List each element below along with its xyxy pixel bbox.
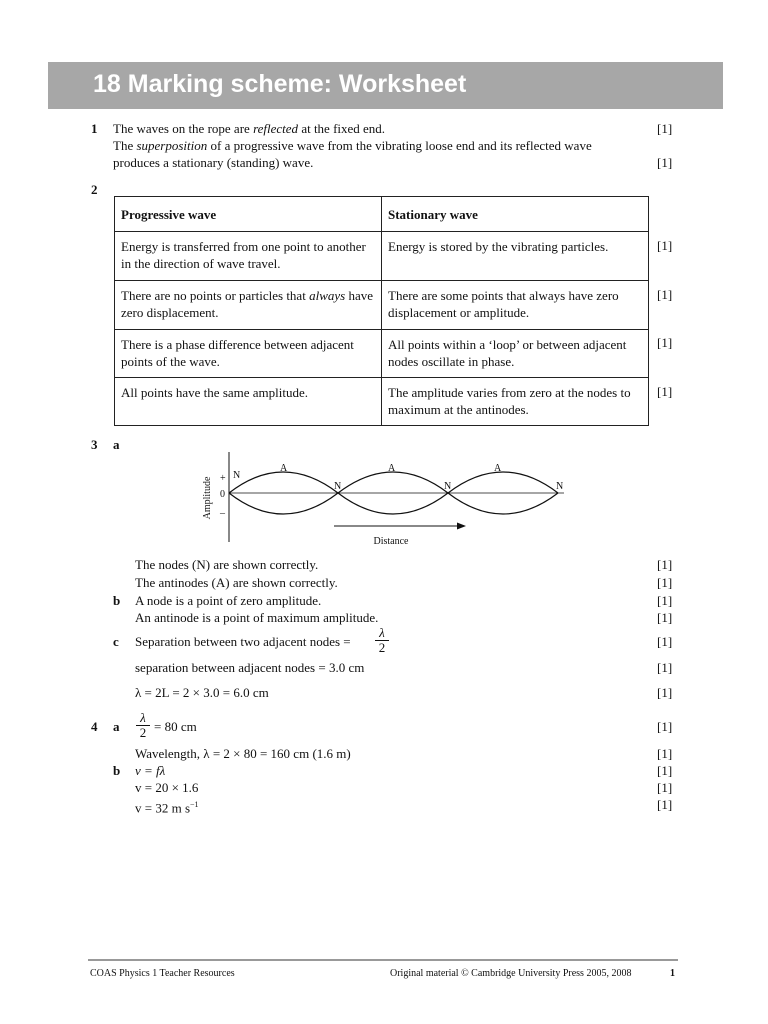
q2-mark: [1] [657,287,673,302]
q3-mark: [1] [657,610,673,625]
table-header-stationary: Stationary wave [382,197,649,232]
q4-mark: [1] [657,780,673,795]
page-title: 18 Marking scheme: Worksheet [93,70,467,98]
lambda-over-two-fraction: $\frac{\lambda}{2}$ [136,711,150,740]
footer-copyright: Original material © Cambridge University Press 2005, 2008 [390,968,632,979]
antinode-label: A [388,463,396,474]
q4-part-a: a [113,719,120,734]
comparison-table [114,196,649,426]
q3-mark: [1] [657,575,673,590]
question-2-number: 2 [91,182,98,197]
question-1-number: 1 [91,121,98,136]
distance-axis-label: Distance [373,536,409,547]
q3-mark: [1] [657,557,673,572]
q3-line: The antinodes (A) are shown correctly. [135,575,338,590]
q3-part-b: b [113,593,121,608]
node-label: N [556,481,564,492]
q4-mark: [1] [657,797,673,812]
header-banner [48,62,723,109]
footer-divider [88,959,678,961]
q3-c-line-2: separation between adjacent nodes = 3.0 cm [135,660,365,675]
q3-mark: [1] [657,593,673,608]
table-header-row [115,197,649,232]
node-label: N [444,481,452,492]
table-cell: All points within a ‘loop’ or between adjacent nodes oscillate in phase. [382,330,649,378]
q4-part-b: b [113,763,121,778]
q1-line-1: The waves on the rope are reflected at the fixed end. [113,121,386,136]
q2-mark: [1] [657,335,673,350]
table-cell: There is a phase difference between adjacent points of the wave. [115,330,382,378]
lambda-over-two-fraction: $\frac{\lambda}{2}$ [375,626,389,655]
q3-c-line-3: λ = 2L = 2 × 3.0 = 6.0 cm [135,685,269,700]
question-4-number: 4 [91,719,98,734]
minus-label: – [220,508,225,519]
q4-mark: [1] [657,719,673,734]
antinode-label: A [280,463,288,474]
q4-a-line-2: Wavelength, λ = 2 × 80 = 160 cm (1.6 m) [135,746,351,761]
q3-part-a: a [113,437,120,452]
table-cell: There are some points that always have zero displacement or amplitude. [382,281,649,330]
page-number: 1 [670,968,675,979]
node-label: N [233,470,241,481]
table-row [115,378,649,426]
question-3-number: 3 [91,437,98,452]
q1-mark-1: [1] [657,121,673,136]
antinode-label: A [494,463,502,474]
q3-mark: [1] [657,634,673,649]
footer-left-text: COAS Physics 1 Teacher Resources [90,968,235,979]
q4-b-line: v = fλ [135,763,166,778]
q4-mark: [1] [657,746,673,761]
table-cell: The amplitude varies from zero at the nodes to maximum at the antinodes. [382,378,649,426]
q3-mark: [1] [657,685,673,700]
q1-line-2: The superposition of a progressive wave from the vibrating loose end and its reflected wave [113,138,592,153]
q2-mark: [1] [657,384,673,399]
table-cell: Energy is stored by the vibrating particles. [382,232,649,281]
q1-line-3: produces a stationary (standing) wave. [113,155,314,170]
q4-b-line: v = 32 m $s^{-1}$ [135,800,199,816]
node-label: N [334,481,342,492]
table-header-progressive: Progressive wave [115,197,382,232]
q2-mark: [1] [657,238,673,253]
zero-label: 0 [220,489,225,500]
q4-a-line-1: = 80 cm [154,719,197,734]
amplitude-axis-label: Amplitude [202,476,213,520]
table-cell: All points have the same amplitude. [115,378,382,426]
table-row [115,232,649,281]
q3-c-line-1: Separation between two adjacent nodes = [135,634,351,649]
q4-b-line: v = 20 × 1.6 [135,780,199,795]
plus-label: + [220,473,226,484]
q3-part-c: c [113,634,119,649]
table-cell: Energy is transferred from one point to another in the direction of wave travel. [115,232,382,281]
table-row [115,281,649,330]
q4-mark: [1] [657,763,673,778]
table-row [115,330,649,378]
q3-line: A node is a point of zero amplitude. [135,593,322,608]
q3-line: An antinode is a point of maximum amplitude. [135,610,379,625]
q3-line: The nodes (N) are shown correctly. [135,557,319,572]
stationary-wave-diagram [198,450,568,550]
table-cell: There are no points or particles that always have zero displacement. [115,281,382,330]
q1-mark-2: [1] [657,155,673,170]
distance-arrowhead [457,523,466,530]
q3-mark: [1] [657,660,673,675]
